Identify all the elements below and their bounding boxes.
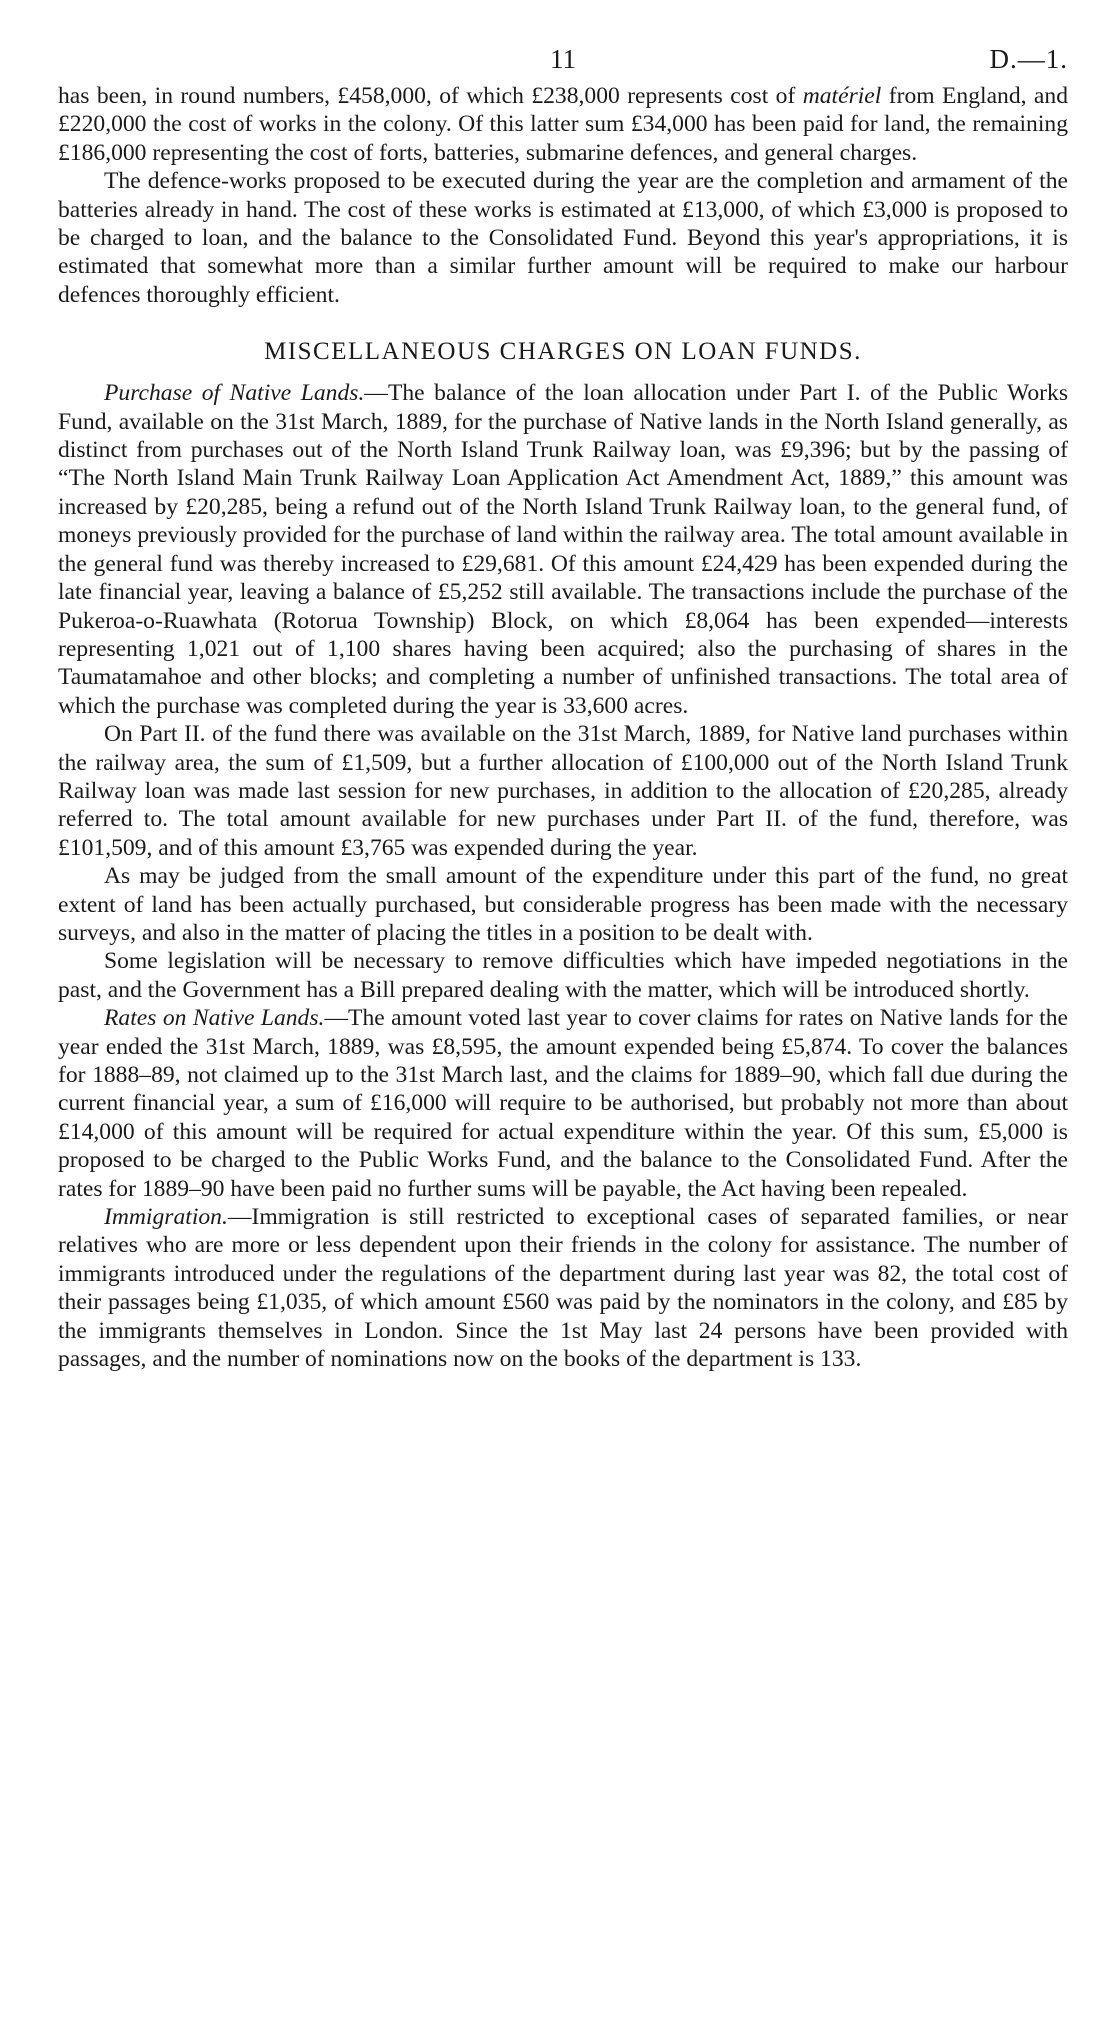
page-number: 11 [550,44,576,74]
rates-title: Rates on Native Lands. [104,1005,325,1032]
native-lands-paragraph-1 [58,379,1068,720]
rates-text: —The amount voted last year to cover claims for rates on Native lands for the year ended the 31st March, 1889, was £8,595, the amount expended being £5,874. To cover the balances for 1888–89, not claimed up to the 31st March last, and the claims for 1889–90, which fall due during the current financial year, a sum of £16,000 will require to be authorised, but probably not more than about £14,000 of this amount will be required for actual expenditure within the year. Of this sum, £5,000 is proposed to be charged to the Public Works Fund, and the balance to the Consolidated Fund. After the rates for 1889–90 have been paid no further sums will be payable, the Act having been repealed. [58,1005,1069,1202]
rates-paragraph [58,1004,1068,1203]
immigration-title: Immigration. [104,1204,228,1231]
native-lands-paragraph-3: As may be judged from the small amount of the expenditure under this part of the fund, no great extent of land has been actually purchased, but considerable progress has been made with the necessary surveys, and also in the matter of placing the titles in a position to be dealt with. [58,863,1068,946]
intro-paragraph-2: The defence-works proposed to be executed during the year are the completion and armament of the batteries already in hand. The cost of these works is estimated at £13,000, of which £3,000 is proposed to be charged to loan, and the balance to the Consolidated Fund. Beyond this year's appropriations, it is estimated that somewhat more than a similar further amount will be required to make our harbour defences thoroughly efficient. [58,168,1068,308]
materiel-word: matériel [802,83,882,109]
section-heading: MISCELLANEOUS CHARGES ON LOAN FUNDS. [264,338,862,366]
intro-paragraph-1 [58,82,1068,167]
native-lands-text-1: —The balance of the loan allocation under Part I. of the Public Works Fund, available on the 31st March, 1889, for the purchase of Native lands in the North Island generally, as distinct from purchases out of the North Island Trunk Railway loan, was £9,396; but by the passing of “The North Island Main Trunk Railway Loan Application Act Amendment Act, 1889,” this amount was increased by £20,285, being a refund out of the North Island Trunk Railway loan, to the general fund, of moneys previously provided for the purchase of land within the railway area. The total amount available in the general fund was thereby increased to £29,681. Of this amount £24,429 has been expended during the late financial year, leaving a balance of £5,252 still available. The transactions include the purchase of the Pukeroa-o-Ruawhata (Rotorua Township) Block, on which £8,064 has been expended—interests representing 1,021 out of 1,100 shares having been acquired; also the purchasing of shares in the Taumatamahoe and other blocks; and completing a number of unfinished transactions. The total area of which the purchase was completed during the year is 33,600 acres. [58,380,1068,719]
document-reference: D.—1. [989,44,1068,74]
native-lands-paragraph-4: Some legislation will be necessary to remove difficulties which have impeded negotiations in the past, and the Government has a Bill prepared dealing with the matter, which will be introduced shortly. [58,948,1068,1003]
native-lands-paragraph-2: On Part II. of the fund there was available on the 31st March, 1889, for Native land purchases within the railway area, the sum of £1,509, but a further allocation of £100,000 out of the North Island Trunk Railway loan was made last session for new purchases, in addition to the allocation of £20,285, already referred to. The total amount available for new purchases under Part II. of the fund, therefore, was £101,509, and of this amount £3,765 was expended during the year. [58,721,1068,861]
immigration-paragraph [58,1203,1068,1373]
intro-text-b: from England, and £220,000 the cost of works in the colony. Of this latter sum £34,000 has been paid for land, the remaining £186,000 representing the cost of forts, batteries, submarine defences, and general charges. [58,83,1068,166]
intro-text-a: has been, in round numbers, £458,000, of which £238,000 represents cost of [58,83,803,109]
document-page [58,38,1068,1373]
immigration-text: —Immigration is still restricted to exceptional cases of separated families, or near relatives who are more or less dependent upon their friends in the colony for assistance. The number of immigrants introduced under the regulations of the department during last year was 82, the total cost of their passages being £1,035, of which amount £560 was paid by the nominators in the colony, and £85 by the immigrants themselves in London. Since the 1st May last 24 persons have been provided with passages, and the number of nominations now on the books of the department is 133. [58,1204,1068,1373]
native-lands-title: Purchase of Native Lands. [104,380,365,407]
page-header [58,38,1068,82]
